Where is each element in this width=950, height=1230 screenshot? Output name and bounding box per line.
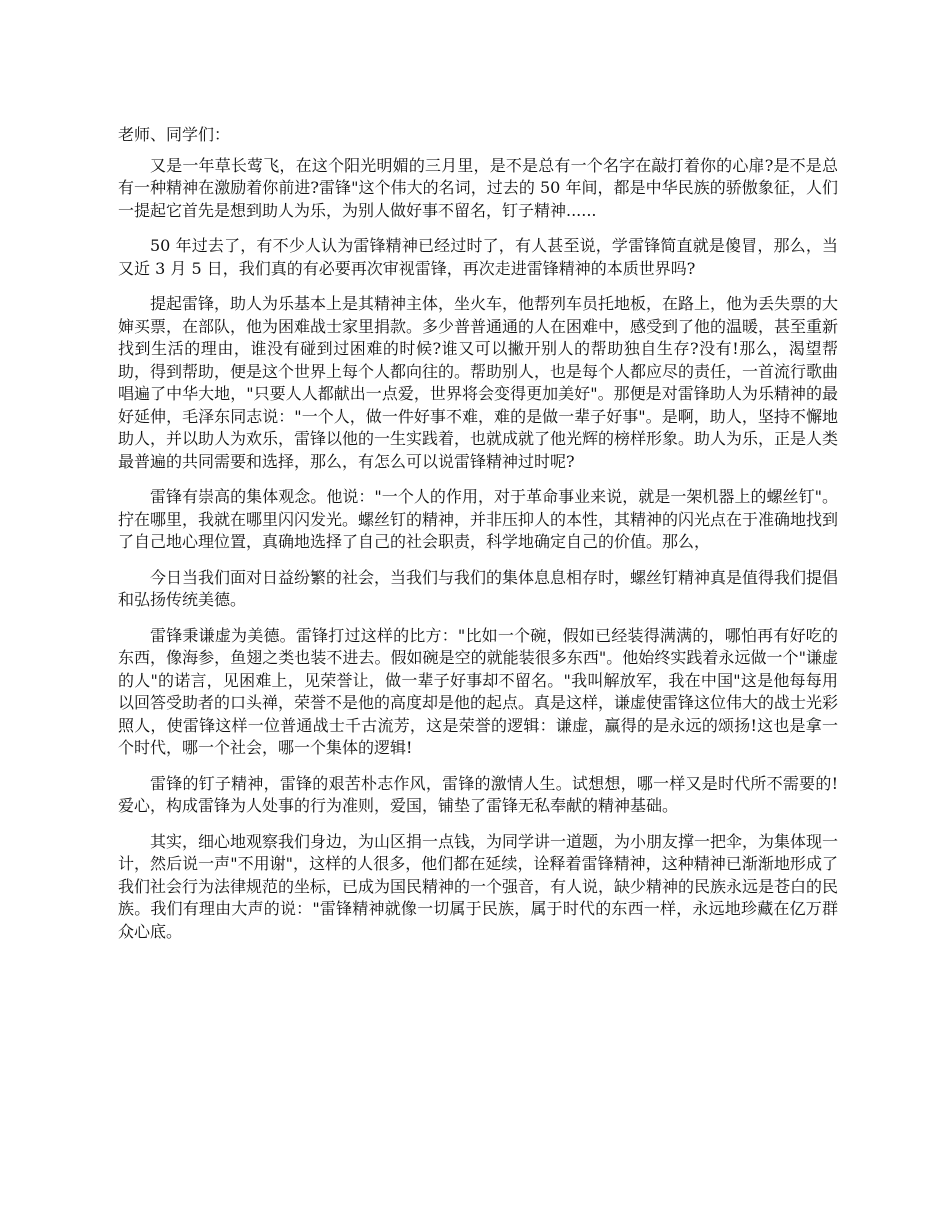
paragraph-helping-others: 提起雷锋，助人为乐基本上是其精神主体，坐火车，他帮列车员托地板，在路上，他为丢失票的大婶买票，在部队，他为困难战士家里捐款。多少普普通通的人在困难中，感受到了他的温暖，甚至重新找到生活的理由，谁没有碰到过困难的时候?谁又可以撇开别人的帮助独自生存?没有!那么，渴望帮助，得到帮助，便是这个世界上每个人都向往的。帮助别人，也是每个人都应尽的责任，一首流行歌曲唱遍了中华大地，"只要人人都献出一点爱，世界将会变得更加美好"。那便是对雷锋助人为乐精神的最好延伸，毛泽东同志说："一个人，做一件好事不难，难的是做一辈子好事"。是啊，助人，坚持不懈地助人，并以助人为欢乐，雷锋以他的一生实践着，也就成就了他光辉的榜样形象。助人为乐，正是人类最普遍的共同需要和选择，那么，有怎么可以说雷锋精神过时呢? — [118, 294, 839, 471]
paragraph-conclusion: 其实，细心地观察我们身边，为山区捐一点钱，为同学讲一道题，为小朋友撑一把伞，为集体现一计，然后说一声"不用谢"，这样的人很多，他们都在延续，诠释着雷锋精神，这种精神已渐渐地形成了我们社会行为法律规范的坐标，已成为国民精神的一个强音，有人说，缺少精神的民族永远是苍白的民族。我们有理由大声的说："雷锋精神就像一切属于民族，属于时代的东西一样，永远地珍藏在亿万群众心底。 — [118, 831, 839, 941]
paragraph-collective-spirit: 雷锋有崇高的集体观念。他说："一个人的作用，对于革命事业来说，就是一架机器上的螺丝钉"。拧在哪里，我就在哪里闪闪发光。螺丝钉的精神，并非压抑人的本性，其精神的闪光点在于准确地找到了自己地心理位置，真确地选择了自己的社会职责，科学地确定自己的价值。那么， — [118, 487, 839, 551]
paragraph-question: 50 年过去了，有不少人认为雷锋精神已经过时了，有人甚至说，学雷锋简直就是傻冒，那么，当又近 3 月 5 日，我们真的有必要再次审视雷锋，再次走进雷锋精神的本质世界吗? — [118, 236, 838, 278]
paragraph-screw-spirit: 今日当我们面对日益纷繁的社会，当我们与我们的集体息息相存时，螺丝钉精神真是值得我们提倡和弘扬传统美德。 — [118, 567, 839, 609]
document-body — [118, 124, 838, 956]
paragraph-nail-spirit: 雷锋的钉子精神，雷锋的艰苦朴志作风，雷锋的激情人生。试想想，哪一样又是时代所不需要的!爱心，构成雷锋为人处事的行为准则，爱国，铺垫了雷锋无私奉献的精神基础。 — [118, 773, 838, 815]
paragraph-intro: 又是一年草长莺飞，在这个阳光明媚的三月里，是不是总有一个名字在敲打着你的心扉?是不是总有一种精神在激励着你前进?雷锋"这个伟大的名词，过去的 50 年间，都是中华民族的骄傲象征，人们一提起它首先是想到助人为乐，为别人做好事不留名，钉子精神...... — [118, 155, 838, 220]
salutation: 老师、同学们： — [118, 125, 231, 144]
paragraph-modesty: 雷锋秉谦虚为美德。雷锋打过这样的比方："比如一个碗，假如已经装得满满的，哪怕再有好吃的东西，像海参，鱼翅之类也装不进去。假如碗是空的就能装很多东西"。他始终实践着永远做一个"谦虚的人"的诺言，见困难上，见荣誉让，做一辈子好事却不留名。"我叫解放军，我在中国"这是他每每用以回答受助者的口头禅，荣誉不是他的高度却是他的起点。真是这样，谦虚使雷锋这位伟大的战士光彩照人，使雷锋这样一位普通战士千古流芳，这是荣誉的逻辑：谦虚，赢得的是永远的颂扬!这也是拿一个时代，哪一个社会，哪一个集体的逻辑! — [118, 625, 839, 757]
